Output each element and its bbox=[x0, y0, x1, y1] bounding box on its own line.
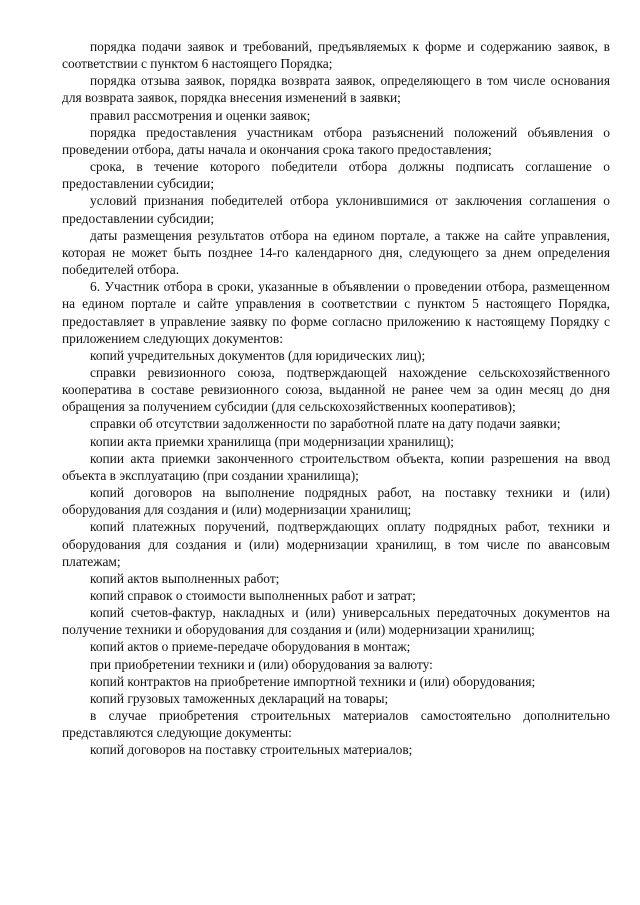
paragraph: порядка подачи заявок и требований, предъявляемых к форме и содержанию заявок, в соответствии с пунктом 6 настоящего Порядка; bbox=[62, 39, 610, 72]
paragraph: копий контрактов на приобретение импортной техники и (или) оборудования; bbox=[90, 673, 536, 689]
paragraph: копий договоров на выполнение подрядных работ, на поставку техники и (или) оборудования для создания и (или) модернизации хранилищ; bbox=[62, 485, 610, 518]
paragraph: при приобретении техники и (или) оборудования за валюту: bbox=[90, 656, 433, 672]
paragraph: копий счетов-фактур, накладных и (или) универсальных передаточных документов на получение техники и оборудования для создания и (или) модернизации хранилищ; bbox=[62, 605, 610, 638]
paragraph: копий учредительных документов (для юридических лиц); bbox=[90, 347, 426, 363]
paragraph: копии акта приемки законченного строительством объекта, копии разрешения на ввод объекта в эксплуатацию (при создании хранилища); bbox=[62, 450, 610, 483]
paragraph: правил рассмотрения и оценки заявок; bbox=[90, 107, 311, 123]
paragraph: справки об отсутствии задолженности по заработной плате на дату подачи заявки; bbox=[90, 416, 561, 432]
paragraph: условий признания победителей отбора уклонившимися от заключения соглашения о предоставлении субсидии; bbox=[62, 193, 610, 226]
paragraph: копий актов выполненных работ; bbox=[90, 570, 280, 586]
paragraph: копий договоров на поставку строительных материалов; bbox=[90, 742, 413, 758]
paragraph: порядка отзыва заявок, порядка возврата заявок, определяющего в том числе основания для возврата заявок, порядка внесения изменений в заявки; bbox=[62, 73, 610, 106]
paragraph: копии акта приемки хранилища (при модернизации хранилищ); bbox=[90, 433, 455, 449]
paragraph: даты размещения результатов отбора на едином портале, а также на сайте управления, которая не может быть позднее 14-го календарного дня, следующего за днем определения победителей отбора. bbox=[62, 227, 610, 278]
paragraph: справки ревизионного союза, подтверждающей нахождение сельскохозяйственного кооператива в составе ревизионного союза, выданной не ранее чем за один месяц до дня обращения за получением субсидии (для сельскохозяйственных кооперативов); bbox=[62, 364, 610, 415]
paragraph: 6. Участник отбора в сроки, указанные в объявлении о проведении отбора, размещенном на едином портале и сайте управления в соответствии с пунктом 5 настоящего Порядка, предоставляет в управление заявку по форме согласно приложению к настоящему Порядку с приложением следующих документов: bbox=[62, 279, 610, 346]
paragraph: срока, в течение которого победители отбора должны подписать соглашение о предоставлении субсидии; bbox=[62, 159, 610, 192]
document-page bbox=[62, 38, 610, 759]
paragraph: копий актов о приеме-передаче оборудования в монтаж; bbox=[90, 639, 411, 655]
paragraph: копий платежных поручений, подтверждающих оплату подрядных работ, техники и оборудования для создания и (или) модернизации хранилищ, в том числе по авансовым платежам; bbox=[62, 519, 610, 569]
paragraph: в случае приобретения строительных материалов самостоятельно дополнительно представляются следующие документы: bbox=[62, 708, 610, 741]
paragraph: порядка предоставления участникам отбора разъяснений положений объявления о проведении отбора, даты начала и окончания срока такого предоставления; bbox=[62, 124, 610, 157]
paragraph: копий справок о стоимости выполненных работ и затрат; bbox=[90, 588, 416, 603]
paragraph: копий грузовых таможенных деклараций на товары; bbox=[90, 690, 389, 706]
